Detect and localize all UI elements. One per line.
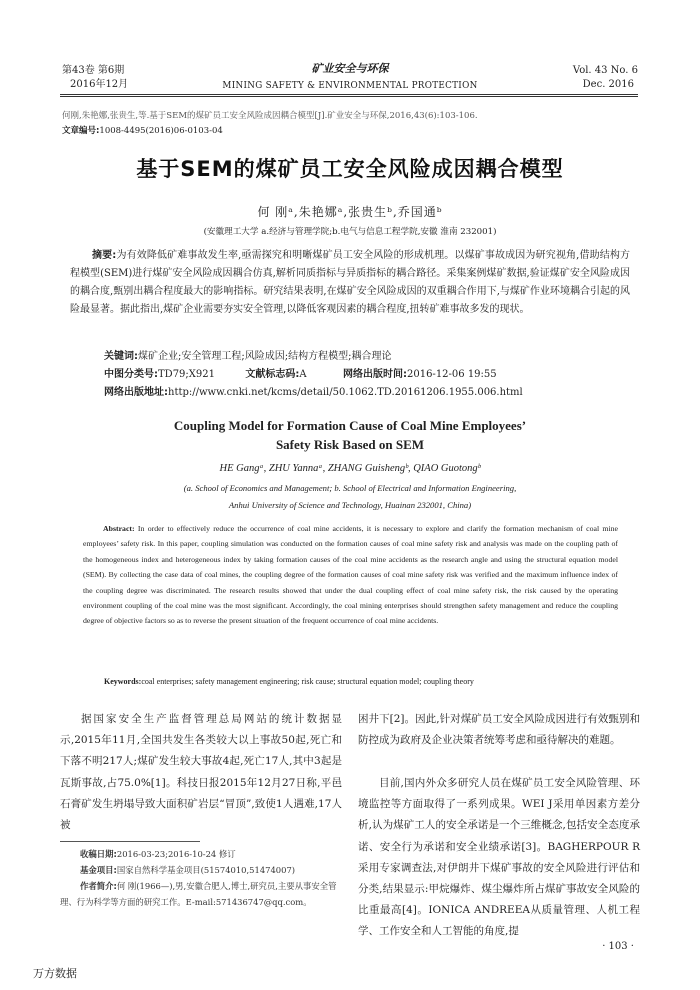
- abstract-cn-text: 为有效降低矿难事故发生率,亟需探究和明晰煤矿员工安全风险的形成机理。以煤矿事故成因为研究视角,借助结构方程模型(SEM)进行煤矿安全风险成因耦合仿真,解析同质指标与异质指标的耦合路径。采集案例煤矿数据,验证煤矿安全风险成因的耦合度,甄别出耦合程度最大的影响指标。研究结果表明,在煤矿安全风险成因的双重耦合作用下,与煤矿作业环境耦合引起的风险最显著。据此指出,煤矿企业需要夯实安全管理,以降低客观因素的耦合程度,扭转矿难事故多发的现状。: [70, 250, 631, 315]
- header-volume-issue: 第43卷 第6期: [62, 65, 125, 76]
- footnote-fund-value: 国家自然科学基金项目(51574010,51474007): [116, 865, 296, 875]
- page-title: 基于SEM的煤矿员工安全风险成因耦合模型: [136, 157, 564, 181]
- footnote-received-label: 收稿日期:: [80, 849, 117, 859]
- footnote-fund-label: 基金项目:: [80, 865, 117, 875]
- online-url-label: 网络出版地址:: [104, 387, 168, 398]
- clc-value: TD79;X921: [158, 369, 215, 380]
- header-journal-cn: 矿业安全与环保: [311, 62, 389, 75]
- header-volume-issue-en: Vol. 43 No. 6: [572, 65, 638, 76]
- footnote-author-value: 何 刚(1966—),男,安徽合肥人,博士,研究员,主要从事安全管理、行为科学等方面的研究工作。E-mail:571436747@qq.com。: [60, 881, 337, 908]
- header-rule-thin: [60, 96, 638, 97]
- keywords-cn-label: 关键词:: [104, 351, 138, 362]
- online-url-link[interactable]: http://www.cnki.net/kcms/detail/50.1062.TD.20161206.1955.006.html: [168, 387, 523, 398]
- citation: 何刚,朱艳娜,张贵生,等.基于SEM的煤矿员工安全风险成因耦合模型[J].矿业安全与环保,2016,43(6):103-106.: [62, 111, 478, 121]
- clc-label: 中图分类号:: [104, 369, 158, 380]
- doc-code-value: A: [299, 369, 307, 380]
- online-date-value: 2016-12-06 19:55: [406, 369, 497, 380]
- affiliation-en-line1: (a. School of Economics and Management; b. School of Electrical and Information Engineering,: [183, 483, 517, 493]
- affiliation-cn: (安徽理工大学 a.经济与管理学院;b.电气与信息工程学院,安徽 淮南 232001): [203, 227, 497, 237]
- footnote-author-label: 作者简介:: [80, 881, 117, 891]
- body-left-column: 据国家安全生产监督管理总局网站的统计数据显示,2015年11月,全国共发生各类较大以上事故50起,死亡和下落不明217人;煤矿发生较大事故4起,死亡17人,其中3起是瓦斯事故,占75.0%[1]。科技日报2015年12月27日称,平邑石膏矿发生坍塌导致大面积矿岩层“冒顶”,致使1人遇难,17人被: [60, 713, 342, 832]
- abstract-en-text: In order to effectively reduce the occurrence of coal mine accidents, it is necessary to explore and clarify the formation mechanism of coal mine employees’ safety risk. In this paper, coupling simulation was conducted on the formation causes of coal mine safety risk and analysis was made on the coupling path of the homogeneous index and heterogeneous index by taking formation causes of the coal mine accidents as the research angle and using the structural equation model (SEM). By collecting the case data of coal mines, the coupling degree of the formation causes of coal mine safety risk was verified and the maximum influence index of the coupling degree was discriminated. The research results showed that under the dual coupling effect of coal mine safety risk, the risk caused by the operating environment coupling of the coal mine was the most significant. Accordingly, the coal mining enterprises should strengthen safety management and reduce the coupling degree of objective factors so as to reverse the present situation of the frequent occurrence of coal mine accidents.: [83, 524, 618, 626]
- header-date-en: Dec. 2016: [582, 79, 634, 90]
- online-url-row: [104, 383, 523, 398]
- classification-row: [104, 365, 634, 380]
- authors-en: HE Gangᵃ, ZHU Yannaᵃ, ZHANG Guishengᵇ, QIAO Guotongᵇ: [219, 463, 481, 474]
- keywords-en: [104, 677, 474, 686]
- abstract-en-label: Abstract:: [103, 524, 135, 533]
- online-date-label: 网络出版时间:: [342, 369, 407, 380]
- header-journal-en: MINING SAFETY & ENVIRONMENTAL PROTECTION: [222, 81, 478, 91]
- header-rule: [60, 94, 638, 95]
- body-right-p1: 困井下[2]。因此,针对煤矿员工安全风险成因进行有效甄别和防控成为政府及企业决策者统筹考虑和亟待解决的难题。: [358, 713, 640, 747]
- footnote-received-value: 2016-03-23;2016-10-24 修订: [116, 849, 236, 859]
- body-right-p2: 目前,国内外众多研究人员在煤矿员工安全风险管理、环境监控等方面取得了一系列成果。WEI J采用单因素方差分析,认为煤矿工人的安全承诺是一个三维概念,包括安全态度承诺、安全行为承诺和安全业绩承诺[3]。BAGHERPOUR R采用专家调查法,对伊朗井下煤矿事故的安全风险进行评估和分类,结果显示:甲烷爆炸、煤尘爆炸所占煤矿事故安全风险的比重最高[4]。IONICA ANDREEA从质量管理、人机工程学、工作安全和人工智能的角度,提: [358, 777, 640, 938]
- footnote-fund: [80, 862, 342, 878]
- header-date-cn: 2016年12月: [70, 79, 129, 90]
- keywords-en-label: Keywords:: [104, 677, 142, 686]
- title-en-line2: Safety Risk Based on SEM: [275, 437, 425, 452]
- footnote-author: [60, 878, 342, 911]
- footnote-received: [80, 846, 342, 862]
- watermark: 万方数据: [33, 967, 77, 980]
- abstract-en: [83, 521, 618, 629]
- page-number: · 103 ·: [602, 941, 634, 952]
- article-id-label: 文章编号:: [62, 126, 100, 136]
- affiliation-en-line2: Anhui University of Science and Technology, Huainan 232001, China): [228, 500, 472, 510]
- keywords-en-text: coal enterprises; safety management engineering; risk cause; structural equation model; coupling theory: [141, 677, 474, 686]
- authors-cn: 何 刚ᵃ,朱艳娜ᵃ,张贵生ᵇ,乔国通ᵇ: [257, 205, 443, 219]
- title-en-line1: Coupling Model for Formation Cause of Coal Mine Employees’: [173, 418, 527, 433]
- doc-code-label: 文献标志码:: [245, 369, 300, 380]
- keywords-cn-text: 煤矿企业;安全管理工程;风险成因;结构方程模型;耦合理论: [138, 351, 392, 362]
- article-id-value: 1008-4495(2016)06-0103-04: [99, 126, 223, 136]
- footnote-rule: [60, 841, 200, 842]
- abstract-cn: [70, 247, 630, 319]
- abstract-cn-label: 摘要:: [92, 250, 117, 261]
- article-id: [62, 124, 223, 136]
- keywords-cn: [104, 347, 391, 362]
